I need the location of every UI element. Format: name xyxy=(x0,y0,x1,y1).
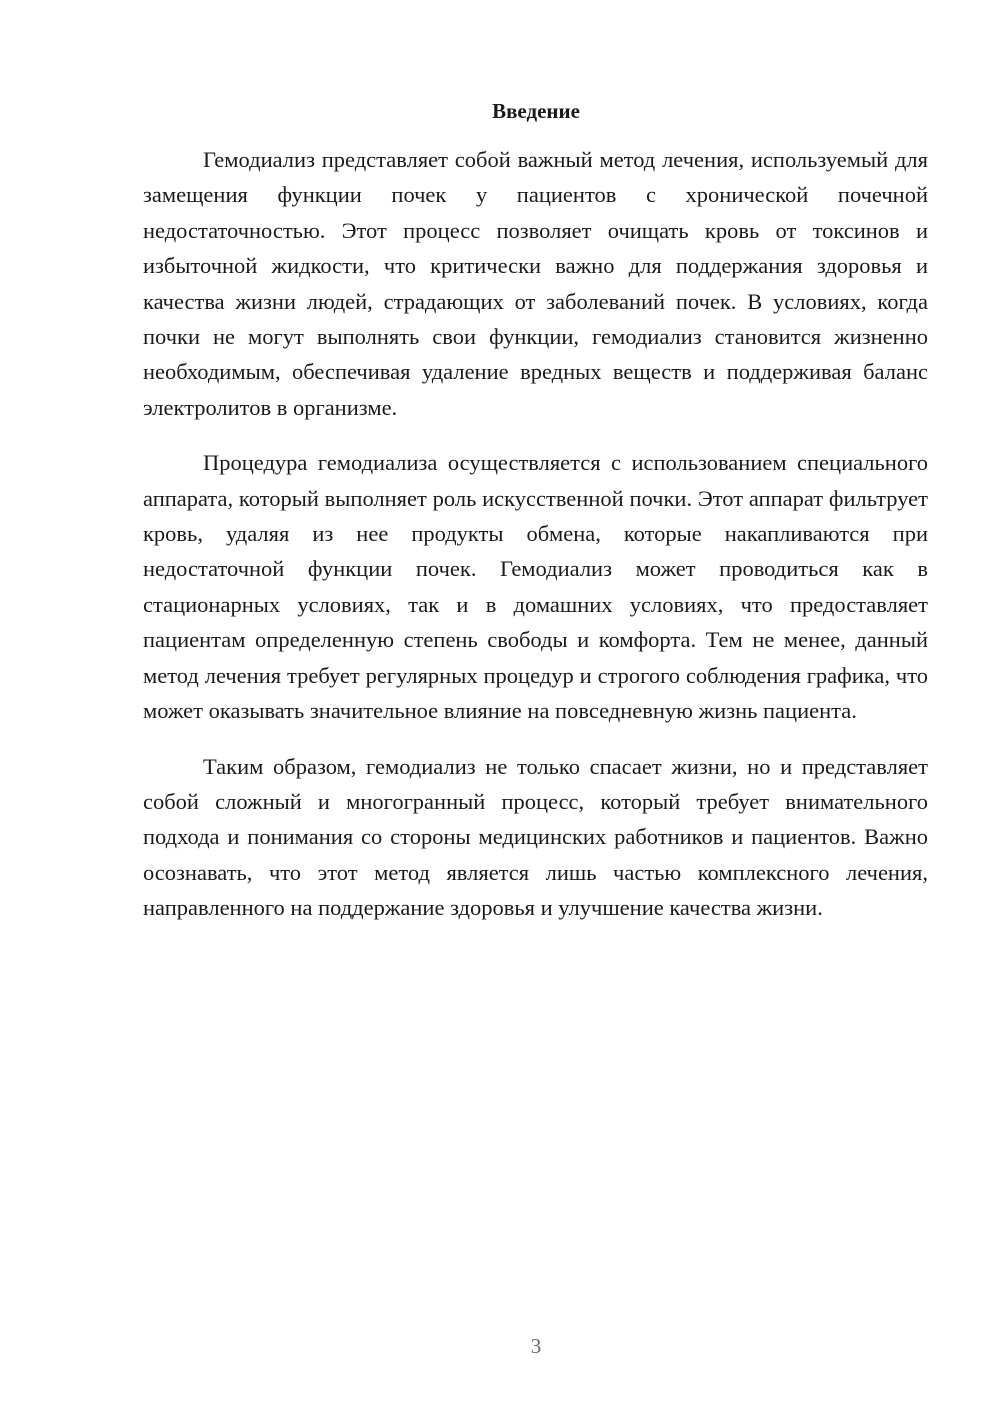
paragraph-3: Таким образом, гемодиализ не только спасает жизни, но и представляет собой сложный и многогранный процесс, который требует внимательного подхода и понимания со стороны медицинских работников и пациентов. Важно осознавать, что этот метод является лишь частью комплексного лечения, направленного на поддержание здоровья и улучшение качества жизни. xyxy=(143,753,928,921)
paragraph-1: Гемодиализ представляет собой важный метод лечения, используемый для замещения функции почек у пациентов с хронической почечной недостаточностью. Этот процесс позволяет очищать кровь от токсинов и избыточной жидкости, что критически важно для поддержания здоровья и качества жизни людей, страдающих от заболеваний почек. В условиях, когда почки не могут выполнять свои функции, гемодиализ становится жизненно необходимым, обеспечивая удаление вредных веществ и поддерживая баланс электролитов в организме. xyxy=(143,147,928,420)
paragraph-2: Процедура гемодиализа осуществляется с использованием специального аппарата, который выполняет роль искусственной почки. Этот аппарат фильтрует кровь, удаляя из нее продукты обмена, которые накапливаются при недостаточной функции почек. Гемодиализ может проводиться как в стационарных условиях, так и в домашних условиях, что предоставляет пациентам определенную степень свободы и комфорта. Тем не менее, данный метод лечения требует регулярных процедур и строгого соблюдения графика, что может оказывать значительное влияние на повседневную жизнь пациента. xyxy=(143,450,928,724)
page-number: 3 xyxy=(530,1334,542,1358)
section-title: Введение xyxy=(492,99,580,123)
body-text xyxy=(143,142,928,946)
